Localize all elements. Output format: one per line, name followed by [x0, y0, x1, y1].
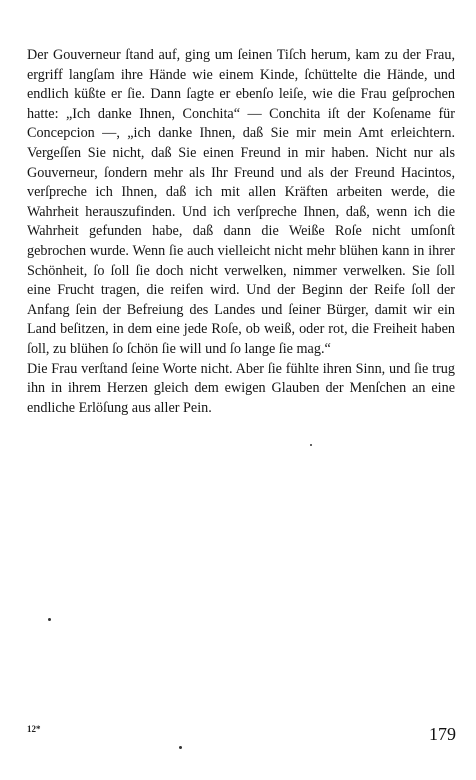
print-speck — [179, 746, 182, 749]
signature-mark: 12* — [27, 724, 41, 734]
paragraph-1: Der Gouverneur ſtand auf, ging um ſeinen Tiſch herum, kam zu der Frau, ergriff langſam ihre Hände wie einem Kinde, ſchüttelte die Hände, und endlich küßte er ſie. Dann ſagte er ebenſo leiſe, wie die Frau geſprochen hatte: „Ich danke Ihnen, Conchita“ — Conchita iſt der Koſename für Concepcion —, „ich danke Ihnen, daß Sie mir mein Amt erleichtern. Vergeſſen Sie nicht, daß Sie einen Freund in mir haben. Nicht nur als Gouverneur, ſondern mehr als Ihr Freund und als der Freund Hacintos, verſpreche ich Ihnen, daß ich mit allen Kräften arbeiten werde, die Wahrheit herauszufinden. Und ich verſpreche Ihnen, daß, wenn ich die Wahrheit gefunden habe, daß dann die Weiße Roſe nicht umſonſt gebrochen wurde. Wenn ſie auch vielleicht nicht mehr blühen kann in ihrer Schönheit, ſo ſoll ſie doch nicht verwelken, nimmer verwelken. Sie ſoll eine Frucht tragen, die reifen wird. Und der Beginn der Reife ſoll der Anfang ſein der Befreiung des Landes und ſeiner Bürger, damit wir ein Land beſitzen, in dem eine jede Roſe, ob weiß, oder rot, die Freiheit haben ſoll, zu blühen ſo ſchön ſie will und ſo lange ſie mag.“ — [27, 47, 455, 357]
body-text — [27, 46, 455, 418]
print-speck — [310, 444, 312, 446]
print-speck — [48, 618, 51, 621]
page-number: 179 — [429, 724, 456, 744]
paragraph-2: Die Frau verſtand ſeine Worte nicht. Aber ſie fühlte ihren Sinn, und ſie trug ihn in ihrem Herzen gleich dem ewigen Glauben der Menſchen an eine endliche Erlöſung aus aller Pein. — [27, 360, 455, 416]
